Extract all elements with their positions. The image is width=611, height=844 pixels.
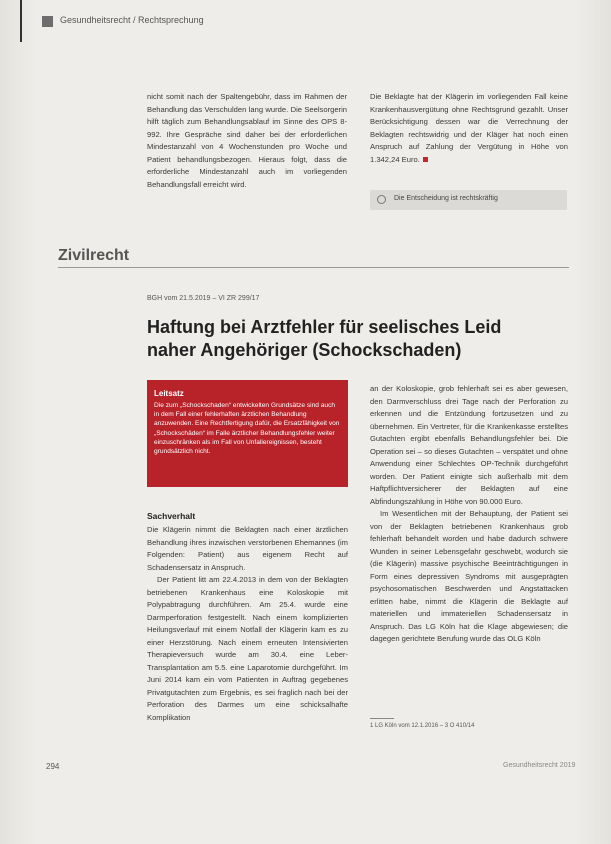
info-note xyxy=(370,190,567,210)
paragraph: nicht somit nach der Spaltengebühr, dass im Rahmen der Behandlung das Verschulden lang wurde. Die Seelsorgerin hilft täglich zum Behandlungsablauf im Sinne des OPS 8-992. Ihre Gespräche sind daher bei der erforderlichen Mindestanzahl von 4 Wochenstunden pro Woche und Patient behandlungsbezogen. Hieraus folgt, dass die erforderliche Mindestanzahl auch im vorliegenden Behandlungsfall erreicht wird. xyxy=(147,92,347,189)
section-rule xyxy=(58,267,569,268)
paragraph: Im Wesentlichen mit der Behauptung, der Patient sei von der Beklagten betriebenen Krankenhaus grob fehlerhaft behandelt worden und habe dadurch schwere Wunden in seiner Lebensgefahr geschwebt, wodurch sie (die Klägerin) massive psychische Beeinträchtigungen in Form eines depressiven Syndroms mit ausgeprägten psychosomatischen Beschwerden und Angstattacken erlitten habe, nimmt die Klägerin die Beklagte auf materiellen und immateriellen Schadensersatz in Anspruch. Das LG Köln hat die Klage abgewiesen; die dagegen gerichtete Berufung wurde das OLG Köln xyxy=(370,509,568,643)
leitsatz-heading: Leitsatz xyxy=(154,389,184,398)
footnote-rule xyxy=(370,718,394,719)
article-left-column xyxy=(147,524,348,724)
paragraph: Die Klägerin nimmt die Beklagten nach einer ärztlichen Behandlung ihres inzwischen verstorbenen Ehemannes (im Folgenden: Patient) aus eigenem Recht auf Schadensersatz in Anspruch. xyxy=(147,525,348,572)
article-title: Haftung bei Arztfehler für seelisches Leid naher Angehöriger (Schockschaden) xyxy=(147,317,502,360)
end-mark-icon xyxy=(423,157,428,162)
top-right-column xyxy=(370,91,568,166)
sachverhalt-heading: Sachverhalt xyxy=(147,511,196,521)
leitsatz-text: Die zum „Schockschaden“ entwickelten Grundsätze sind auch in dem Fall einer fehlerhaften ärztlichen Behandlung anzuwenden. Eine Rechtfertigung dafür, die Ersatzfähigkeit von „Schockschäden“ im Falle ärztlicher Behandlungsfehler weiter einzuschränken als im Fall von Unfallereignissen, besteht grundsätzlich nicht. xyxy=(154,402,340,456)
leitsatz-box xyxy=(147,380,348,487)
case-reference: BGH vom 21.5.2019 – VI ZR 299/17 xyxy=(147,295,260,302)
section-heading: Zivilrecht xyxy=(58,247,130,264)
footnote: 1 LG Köln vom 12.1.2016 – 3 O 410/14 xyxy=(370,723,475,729)
top-left-column xyxy=(147,91,347,191)
info-note-text: Die Entscheidung ist rechtskräftig xyxy=(394,195,498,202)
header-rule xyxy=(20,0,22,42)
page-number: 294 xyxy=(46,762,60,771)
paragraph: Die Beklagte hat der Klägerin im vorliegenden Fall keine Krankenhausvergütung ohne Rechtsgrund gezahlt. Unser Berücksichtigung dessen war die Verrechnung der Beklagten rechtswidrig und der Kläger hat noch einen Anspruch auf Zahlung der Vergütung in Höhe von 1.342,24 Euro. xyxy=(370,92,568,164)
paragraph: Der Patient litt am 22.4.2013 in dem von der Beklagten betriebenen Krankenhaus eine Koloskopie mit Polypabtragung durchführen. Am 25.4. wurde eine Darmperforation festgestellt. Nach einem komplizierten Heilungsverlauf mit einem Notfall der Klägerin kam es zu einer Herzstörung. Nach einem erneuten Intensivierten Therapieversuch wurde am 30.4. eine Leber-Transplantation am 5.5. eine Laparotomie durchgeführt. Im Juni 2014 kam ein vom Patienten in Auftrag gegebenes Privatgutachten zum Ergebnis, es sei fraglich nach bei der Perforation des Darmes um eine schicksalhafte Komplikation xyxy=(147,575,348,722)
journal-name: Gesundheitsrecht 2019 xyxy=(503,762,576,769)
info-icon xyxy=(377,195,386,204)
header-square-icon xyxy=(42,16,53,27)
article-right-column xyxy=(370,383,568,646)
paragraph: an der Koloskopie, grob fehlerhaft sei es aber gewesen, den Darmverschluss drei Tage nach der Perforation zu erkennen und die Entzündung fortzusetzen und zu übernehmen. Ein Vertreter, für die Krankenkasse erstelltes Gutachten ergibt ebenfalls Behandlungsfehler bei. Die Operation sei – so dieses Gutachten – verspätet und ohne Anwendung einer Schlechtes OP-Technik durchgeführt worden. Der Patient einigte sich außerhalb mit dem Haftpflichtversicherer der Beklagten auf eine Abfindungszahlung in Höhe von 90.000 Euro. xyxy=(370,384,568,506)
running-header: Gesundheitsrecht / Rechtsprechung xyxy=(60,15,204,25)
